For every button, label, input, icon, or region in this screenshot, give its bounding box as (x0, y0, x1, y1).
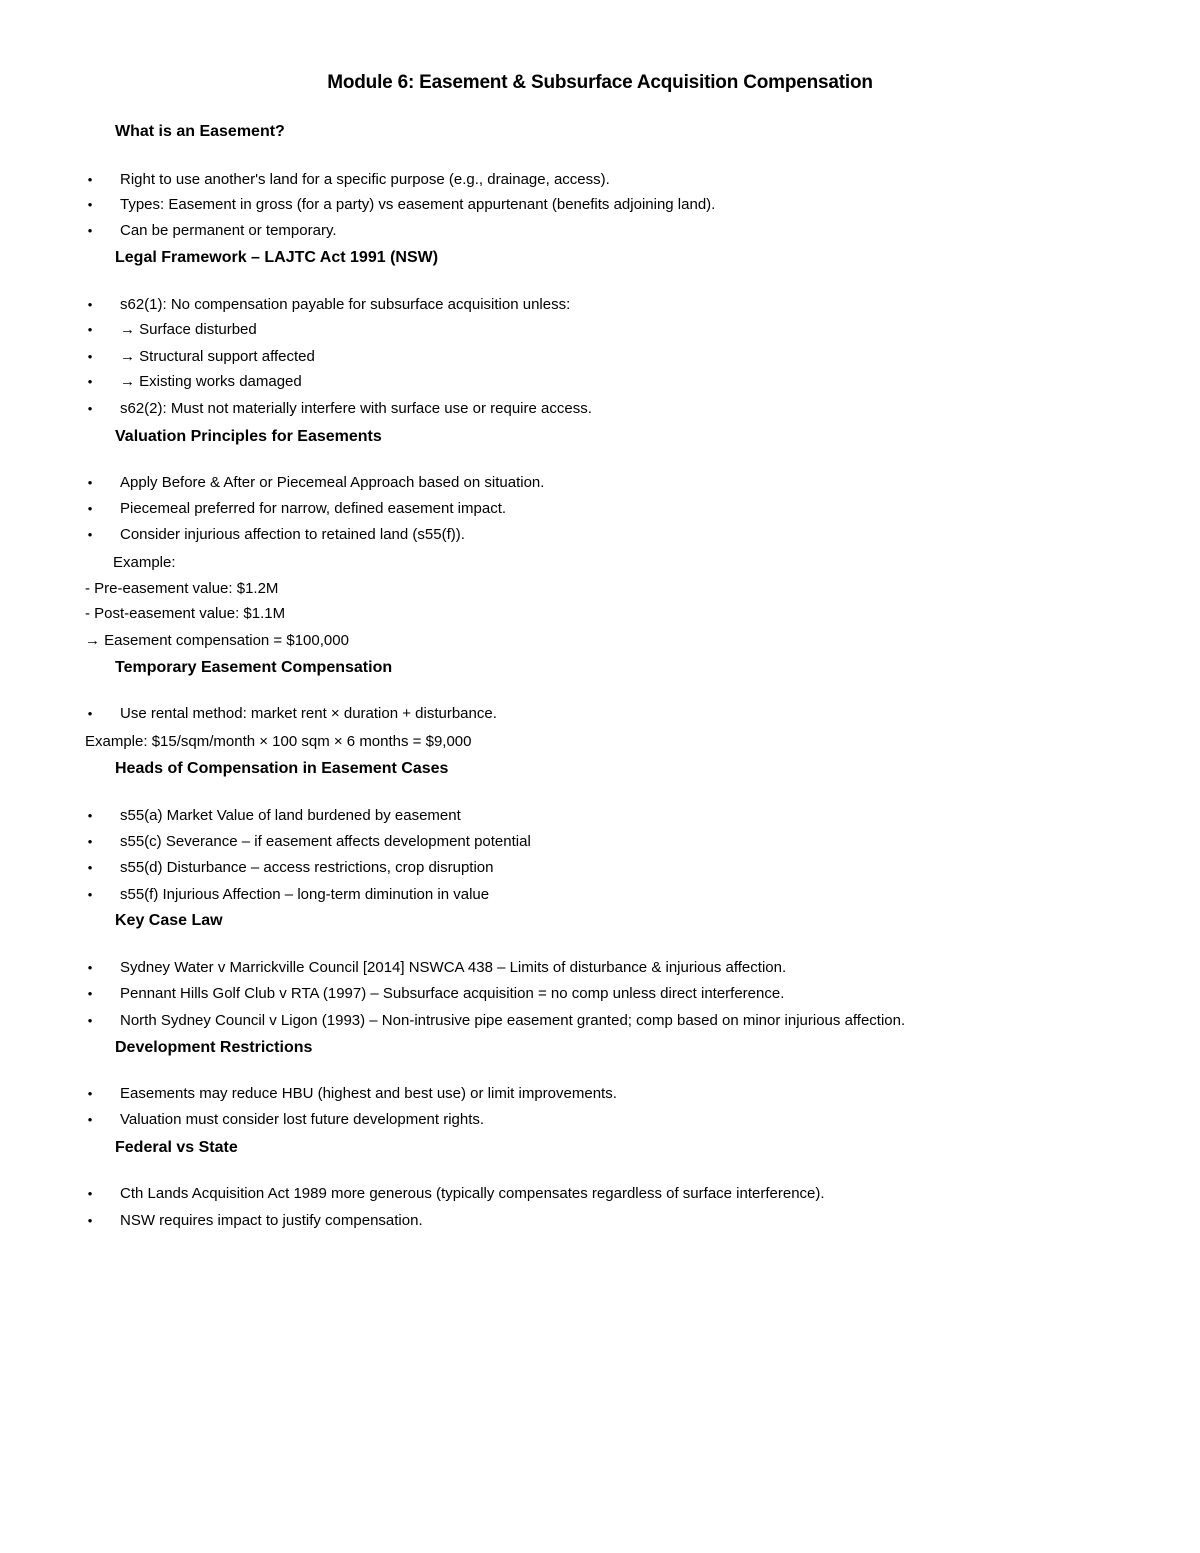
bullet-dot-icon: • (87, 322, 93, 337)
example-line: - Post-easement value: $1.1M (85, 605, 286, 622)
bullet-dot-icon: • (87, 527, 93, 542)
bullet-dot-icon: • (87, 475, 93, 490)
bullet-dot-icon: • (87, 1013, 93, 1028)
section-heading: Key Case Law (115, 912, 223, 929)
example-label: Example: (113, 554, 176, 571)
section-heading: Valuation Principles for Easements (115, 428, 382, 445)
bullet-dot-icon: • (87, 374, 93, 389)
section-heading: Federal vs State (115, 1139, 238, 1156)
section-heading: Heads of Compensation in Easement Cases (115, 760, 449, 777)
bullet-dot-icon: • (87, 1112, 93, 1127)
bullet-dot-icon: • (87, 1186, 93, 1201)
section-heading: Temporary Easement Compensation (115, 659, 393, 676)
bullet-dot-icon: • (87, 860, 93, 875)
bullet-dot-icon: • (87, 349, 93, 364)
section-heading: What is an Easement? (115, 123, 285, 140)
bullet-dot-icon: • (87, 834, 93, 849)
section-heading: Legal Framework – LAJTC Act 1991 (NSW) (115, 249, 439, 266)
example-line: Example: $15/sqm/month × 100 sqm × 6 months = $9,000 (85, 733, 472, 750)
example-line: → Easement compensation = $100,000 (85, 632, 349, 649)
bullet-dot-icon: • (87, 223, 93, 238)
bullet-dot-icon: • (87, 197, 93, 212)
document-page: Module 6: Easement & Subsurface Acquisition Compensation What is an Easement? • Right to use another's land for a specific purpose (e.g., drainage, access). • Types: Easement in gross (for a party) vs easement appurtenant (benefits adjoining land). • Can be permanent or temporary. Legal Framework – LAJTC Act 1991 (NSW) • s62(1): No compensation payable for subsurface acquisition unless: • → Surface disturbed • → Structural support affected • → Existing works damaged • s62(2): Must not materially interfere with surface use or require access. Valuation Principles for Easements • Apply Before & After or Piecemeal Approach based on situation. • Piecemeal preferred for narrow, defined easement impact. • Consider injurious affection to retained land (s55(f)). Example: - Pre-easement value: $1.2M - Post-easement value: $1.1M → Easement compensation = $100,000 Temporary Easement Compensation • Use rental method: market rent × duration + disturbance. Example: $15/sqm/month × 100 sqm × 6 months = $9,000 Heads of Compensation in Easement Cases • s55(a) Market Value of land burdened by easement • s55(c) Severance – if easement affects development potential • s55(d) Disturbance – access restrictions, crop disruption • s55(f) Injurious Affection – long-term diminution in value Key Case Law • Sydney Water v Marrickville Council [2014] NSWCA 438 – Limits of disturbance & injurious affection. • Pennant Hills Golf Club v RTA (1997) – Subsurface acquisition = no comp unless direct interference. • North Sydney Council v Ligon (1993) – Non-intrusive pipe easement granted; comp based on minor injurious affection. Development Restrictions • Easements may reduce HBU (highest and best use) or limit improvements. • Valuation must consider lost future development rights. Federal vs State • Cth Lands Acquisition Act 1989 more generous (typically compensates regardless of surface interference). • NSW requires impact to justify compensation. (0, 0, 1200, 1553)
bullet-dot-icon: • (87, 501, 93, 516)
bullet-dot-icon: • (87, 1213, 93, 1228)
section-heading: Development Restrictions (115, 1039, 313, 1056)
bullet-dot-icon: • (87, 808, 93, 823)
example-line: - Pre-easement value: $1.2M (85, 580, 279, 597)
bullet-dot-icon: • (87, 986, 93, 1001)
bullet-dot-icon: • (87, 1086, 93, 1101)
page-title: Module 6: Easement & Subsurface Acquisition Compensation (327, 72, 873, 93)
bullet-dot-icon: • (87, 401, 93, 416)
bullet-dot-icon: • (87, 297, 93, 312)
bullet-dot-icon: • (87, 887, 93, 902)
bullet-dot-icon: • (87, 172, 93, 187)
bullet-dot-icon: • (87, 960, 93, 975)
bullet-dot-icon: • (87, 706, 93, 721)
